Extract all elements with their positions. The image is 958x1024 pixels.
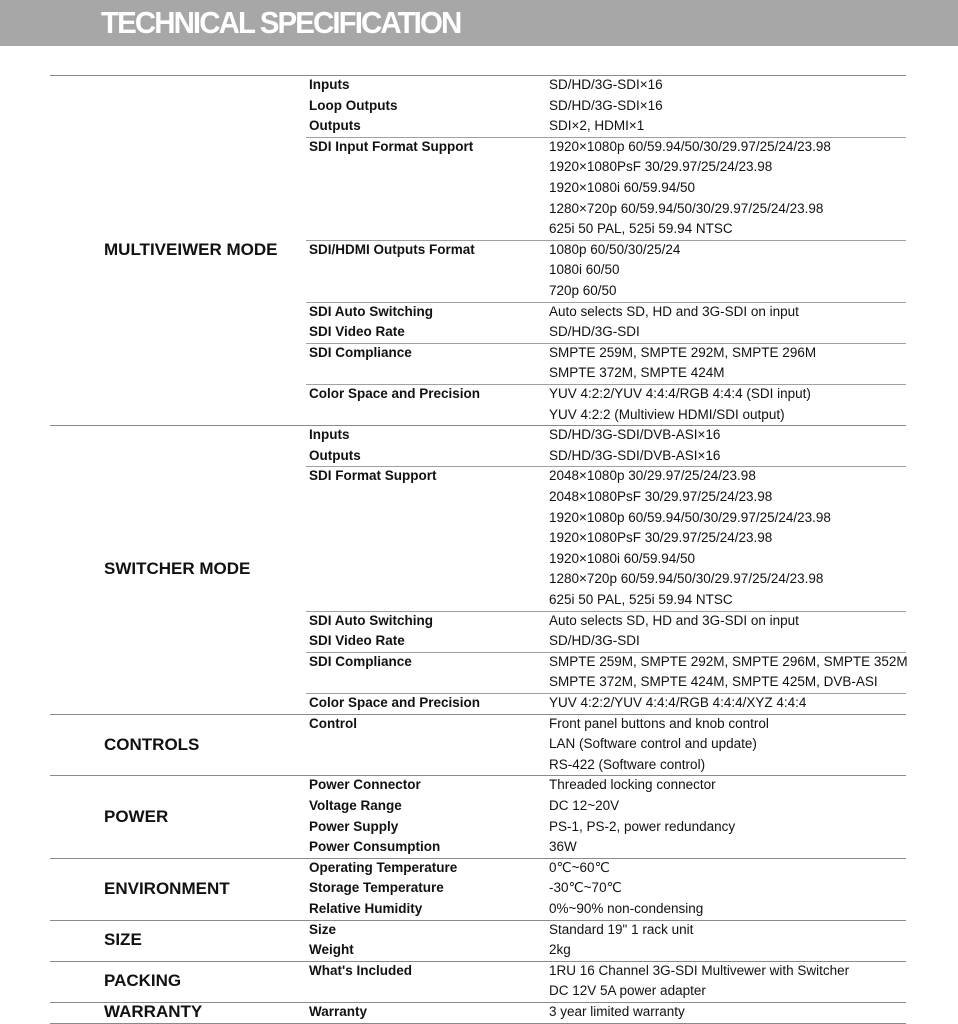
- section-divider: [50, 920, 906, 921]
- spec-label: Outputs: [309, 447, 361, 463]
- section-title: CONTROLS: [104, 734, 200, 754]
- spec-value: 1920×1080p 60/59.94/50/30/29.97/25/24/23.98: [549, 509, 831, 525]
- spec-label: Size: [309, 921, 337, 937]
- spec-value: DC 12V 5A power adapter: [549, 983, 706, 999]
- section-divider: [50, 425, 906, 426]
- spec-label: Loop Outputs: [309, 97, 398, 113]
- spec-value: Auto selects SD, HD and 3G-SDI on input: [549, 303, 799, 319]
- spec-label: Power Consumption: [309, 839, 441, 855]
- spec-label: Outputs: [309, 118, 361, 134]
- spec-label: SDI/HDMI Outputs Format: [309, 241, 475, 257]
- page-title: TECHNICAL SPECIFICATION: [101, 5, 461, 40]
- spec-value: Standard 19" 1 rack unit: [549, 921, 694, 937]
- spec-value: SDI×2, HDMI×1: [549, 118, 645, 134]
- spec-value: DC 12~20V: [549, 797, 620, 813]
- section-divider: [50, 775, 906, 776]
- spec-value: LAN (Software control and update): [549, 736, 757, 752]
- section-title: PACKING: [104, 971, 182, 991]
- spec-label: Control: [309, 715, 357, 731]
- spec-value: SD/HD/3G-SDI/DVB-ASI×16: [549, 427, 721, 443]
- spec-value: SD/HD/3G-SDI: [549, 633, 640, 649]
- spec-value: 625i 50 PAL, 525i 59.94 NTSC: [549, 221, 733, 237]
- spec-value: 0%~90% non-condensing: [549, 900, 704, 916]
- spec-label: Operating Temperature: [309, 859, 458, 875]
- spec-value: 2kg: [549, 942, 571, 958]
- spec-label: Relative Humidity: [309, 900, 423, 916]
- spec-value: Threaded locking connector: [549, 777, 716, 793]
- spec-value: SMPTE 372M, SMPTE 424M, SMPTE 425M, DVB-ASI: [549, 674, 878, 690]
- spec-value: 625i 50 PAL, 525i 59.94 NTSC: [549, 591, 733, 607]
- spec-label: Color Space and Precision: [309, 695, 481, 710]
- spec-value: YUV 4:2:2/YUV 4:4:4/RGB 4:4:4/XYZ 4:4:4: [549, 695, 807, 710]
- spec-value: 2048×1080p 30/29.97/25/24/23.98: [549, 468, 756, 484]
- spec-value: YUV 4:2:2 (Multiview HDMI/SDI output): [549, 406, 785, 422]
- spec-label: SDI Video Rate: [309, 324, 405, 340]
- spec-value: 3 year limited warranty: [549, 1004, 685, 1019]
- table-bottom-divider: [50, 1023, 906, 1024]
- spec-value: 1920×1080i 60/59.94/50: [549, 179, 696, 195]
- spec-label: Inputs: [309, 427, 350, 443]
- section-title: WARRANTY: [104, 1002, 203, 1022]
- spec-label: Color Space and Precision: [309, 386, 481, 401]
- spec-value: 1920×1080p 60/59.94/50/30/29.97/25/24/23.98: [549, 138, 831, 154]
- spec-label: SDI Video Rate: [309, 633, 405, 649]
- spec-label: SDI Compliance: [309, 344, 412, 360]
- section-title: SWITCHER MODE: [104, 559, 251, 579]
- spec-value: SD/HD/3G-SDI×16: [549, 97, 663, 113]
- spec-label: SDI Compliance: [309, 653, 412, 669]
- spec-value: 1280×720p 60/59.94/50/30/29.97/25/24/23.98: [549, 200, 824, 216]
- spec-value: 720p 60/50: [549, 282, 617, 298]
- spec-value: SD/HD/3G-SDI×16: [549, 77, 663, 92]
- spec-value: SMPTE 259M, SMPTE 292M, SMPTE 296M, SMPTE 352M: [549, 653, 908, 669]
- spec-label: Weight: [309, 942, 354, 958]
- spec-value: 1920×1080PsF 30/29.97/25/24/23.98: [549, 159, 773, 175]
- spec-value: PS-1, PS-2, power redundancy: [549, 818, 736, 834]
- spec-label: Storage Temperature: [309, 880, 444, 896]
- spec-value: RS-422 (Software control): [549, 756, 706, 772]
- spec-value: Front panel buttons and knob control: [549, 715, 769, 731]
- spec-label: Voltage Range: [309, 797, 402, 813]
- spec-label: SDI Auto Switching: [309, 303, 433, 319]
- section-title: ENVIRONMENT: [104, 878, 230, 898]
- spec-value: 1080p 60/50/30/25/24: [549, 241, 681, 257]
- spec-value: 1920×1080PsF 30/29.97/25/24/23.98: [549, 530, 773, 546]
- spec-value: 0℃~60℃: [549, 859, 610, 875]
- section-title: POWER: [104, 806, 169, 826]
- spec-value: 36W: [549, 839, 577, 855]
- spec-label: Power Supply: [309, 818, 399, 834]
- section-title: SIZE: [104, 930, 142, 950]
- spec-value: 2048×1080PsF 30/29.97/25/24/23.98: [549, 488, 773, 504]
- spec-value: SMPTE 372M, SMPTE 424M: [549, 365, 725, 381]
- section-divider: [50, 714, 906, 715]
- spec-value: Auto selects SD, HD and 3G-SDI on input: [549, 612, 799, 628]
- spec-value: SD/HD/3G-SDI/DVB-ASI×16: [549, 447, 721, 463]
- header-banner: [0, 0, 958, 46]
- spec-value: -30℃~70℃: [549, 880, 622, 896]
- spec-value: SMPTE 259M, SMPTE 292M, SMPTE 296M: [549, 344, 817, 360]
- spec-value: 1080i 60/50: [549, 262, 620, 278]
- spec-label: SDI Auto Switching: [309, 612, 433, 628]
- spec-value: YUV 4:2:2/YUV 4:4:4/RGB 4:4:4 (SDI input): [549, 386, 811, 401]
- spec-label: SDI Format Support: [309, 468, 437, 484]
- section-divider: [50, 75, 906, 76]
- section-divider: [50, 858, 906, 859]
- spec-value: 1RU 16 Channel 3G-SDI Multivewer with Switcher: [549, 962, 850, 978]
- spec-value: SD/HD/3G-SDI: [549, 324, 640, 340]
- spec-label: Power Connector: [309, 777, 421, 793]
- spec-label: Warranty: [309, 1004, 368, 1019]
- spec-label: SDI Input Format Support: [309, 138, 474, 154]
- spec-value: 1280×720p 60/59.94/50/30/29.97/25/24/23.98: [549, 571, 824, 587]
- spec-label: Inputs: [309, 77, 350, 92]
- spec-label: What's Included: [309, 962, 412, 978]
- spec-value: 1920×1080i 60/59.94/50: [549, 550, 696, 566]
- section-title: MULTIVEIWER MODE: [104, 240, 278, 260]
